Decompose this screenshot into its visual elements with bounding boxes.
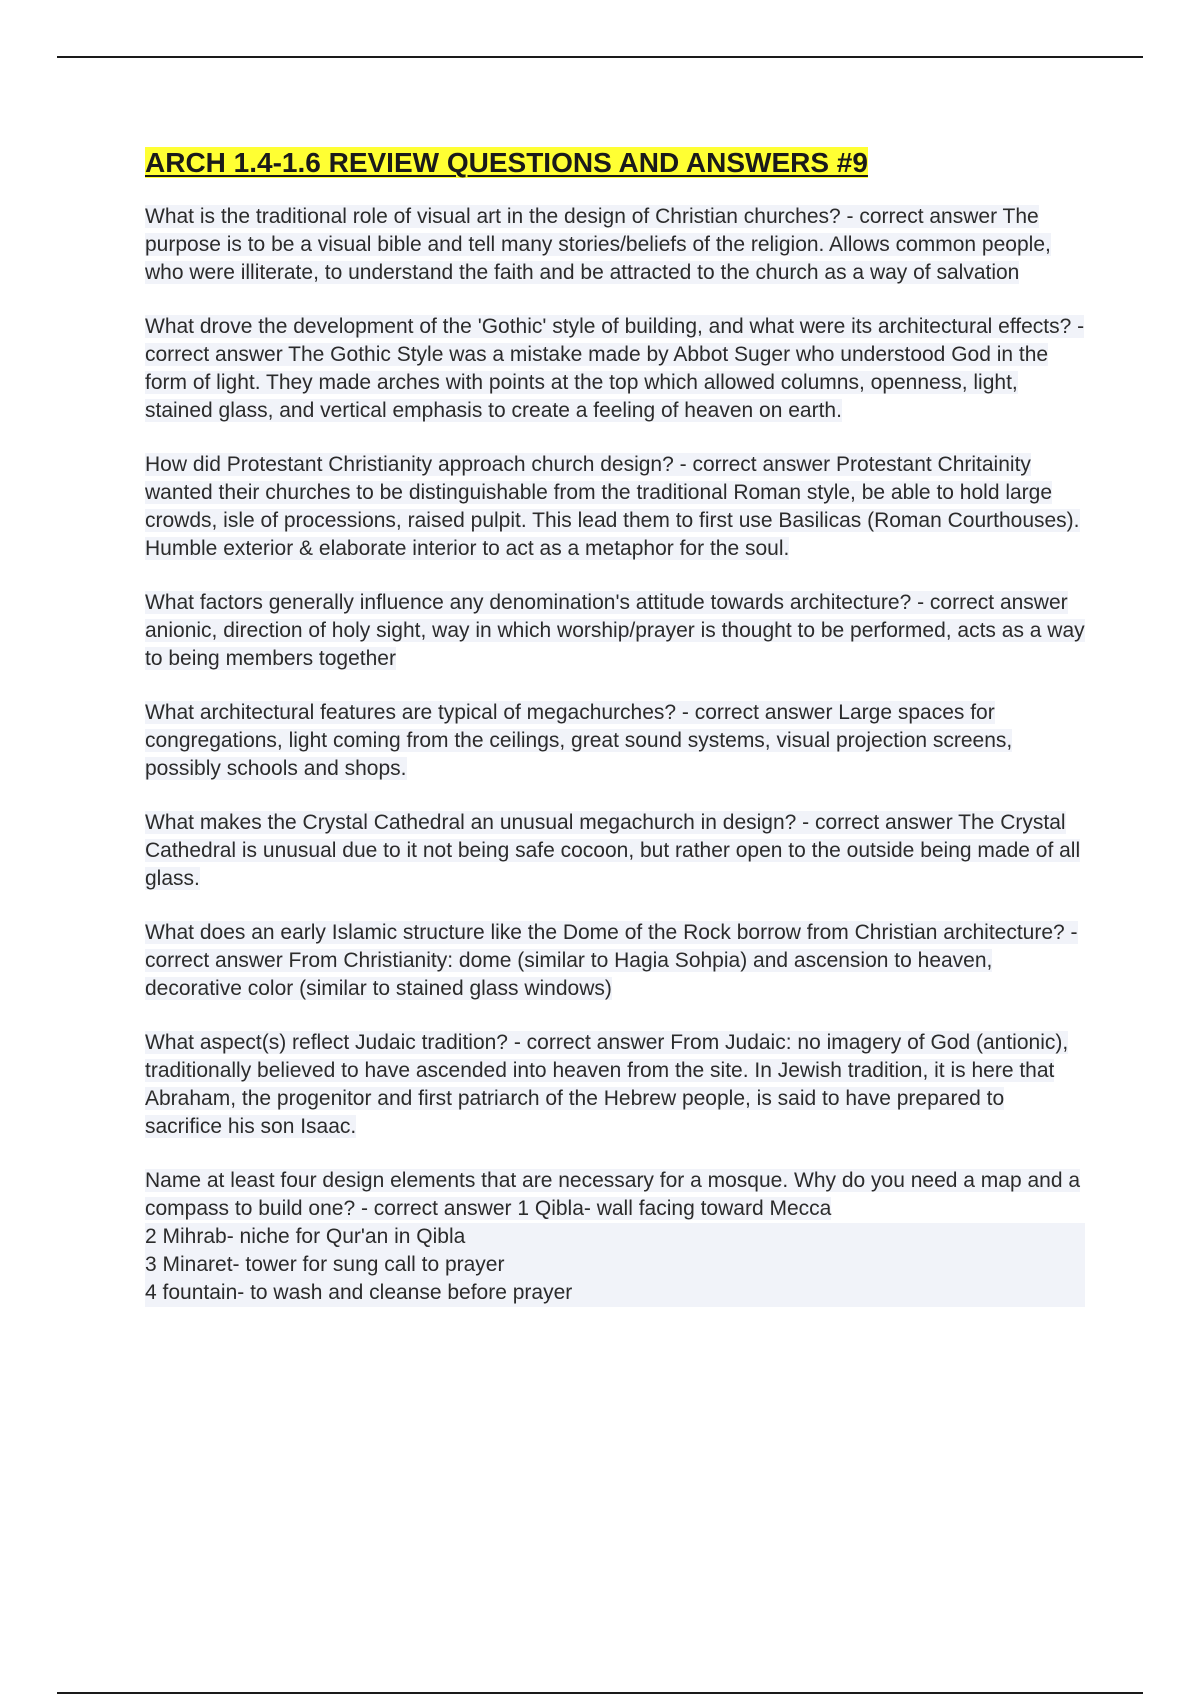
qa-text: What is the traditional role of visual art in the design of Christian churches? - correct answer The purpose is to be a visual bible and tell many stories/beliefs of the religion. Allows common people, who were illiterate, to understand the faith and be attracted to the church as a way of salvation <box>145 205 1051 284</box>
list-line-mihrab: 2 Mihrab- niche for Qur'an in Qibla <box>145 1223 1085 1251</box>
qa-item <box>145 919 1085 1003</box>
qa-text: Name at least four design elements that are necessary for a mosque. Why do you need a map and a compass to build one? - correct answer 1 Qibla- wall facing toward Mecca <box>145 1169 1081 1220</box>
top-rule <box>57 56 1143 58</box>
qa-item <box>145 809 1085 893</box>
qa-item <box>145 203 1085 287</box>
qa-item <box>145 589 1085 673</box>
qa-text: What factors generally influence any denomination's attitude towards architecture? - correct answer anionic, direction of holy sight, way in which worship/prayer is thought to be performed, acts as a way to being members together <box>145 591 1085 670</box>
qa-item <box>145 699 1085 783</box>
qa-item <box>145 313 1085 425</box>
qa-text: What architectural features are typical of megachurches? - correct answer Large spaces for congregations, light coming from the ceilings, great sound systems, visual projection screens, possibly schools and shops. <box>145 701 1013 780</box>
title-block <box>145 146 1085 180</box>
bottom-rule <box>57 1692 1143 1694</box>
document-title: ARCH 1.4-1.6 REVIEW QUESTIONS AND ANSWERS #9 <box>145 147 868 178</box>
list-line-fountain: 4 fountain- to wash and cleanse before prayer <box>145 1279 1085 1307</box>
qa-text: What drove the development of the 'Gothic' style of building, and what were its architectural effects? - correct answer The Gothic Style was a mistake made by Abbot Suger who understood God in the form of light. They made arches with points at the top which allowed columns, openness, light, stained glass, and vertical emphasis to create a feeling of heaven on earth. <box>145 315 1085 422</box>
qa-item <box>145 451 1085 563</box>
qa-text: What does an early Islamic structure like the Dome of the Rock borrow from Christian architecture? - correct answer From Christianity: dome (similar to Hagia Sohpia) and ascension to heaven, decorative color (similar to stained glass windows) <box>145 921 1078 1000</box>
qa-text: What makes the Crystal Cathedral an unusual megachurch in design? - correct answer The Crystal Cathedral is unusual due to it not being safe cocoon, but rather open to the outside being made of all glass. <box>145 811 1081 890</box>
document-body <box>145 146 1085 1333</box>
qa-item-mosque <box>145 1167 1085 1307</box>
qa-item <box>145 1029 1085 1141</box>
qa-text: What aspect(s) reflect Judaic tradition? - correct answer From Judaic: no imagery of God (antionic), traditionally believed to have ascended into heaven from the site. In Jewish tradition, it is here that Abraham, the progenitor and first patriarch of the Hebrew people, is said to have prepared to sacrifice his son Isaac. <box>145 1031 1069 1138</box>
qa-text: How did Protestant Christianity approach church design? - correct answer Protestant Chritainity wanted their churches to be distinguishable from the traditional Roman style, be able to hold large crowds, isle of processions, raised pulpit. This lead them to first use Basilicas (Roman Courthouses). Humble exterior & elaborate interior to act as a metaphor for the soul. <box>145 453 1080 560</box>
list-line-minaret: 3 Minaret- tower for sung call to prayer <box>145 1251 1085 1279</box>
